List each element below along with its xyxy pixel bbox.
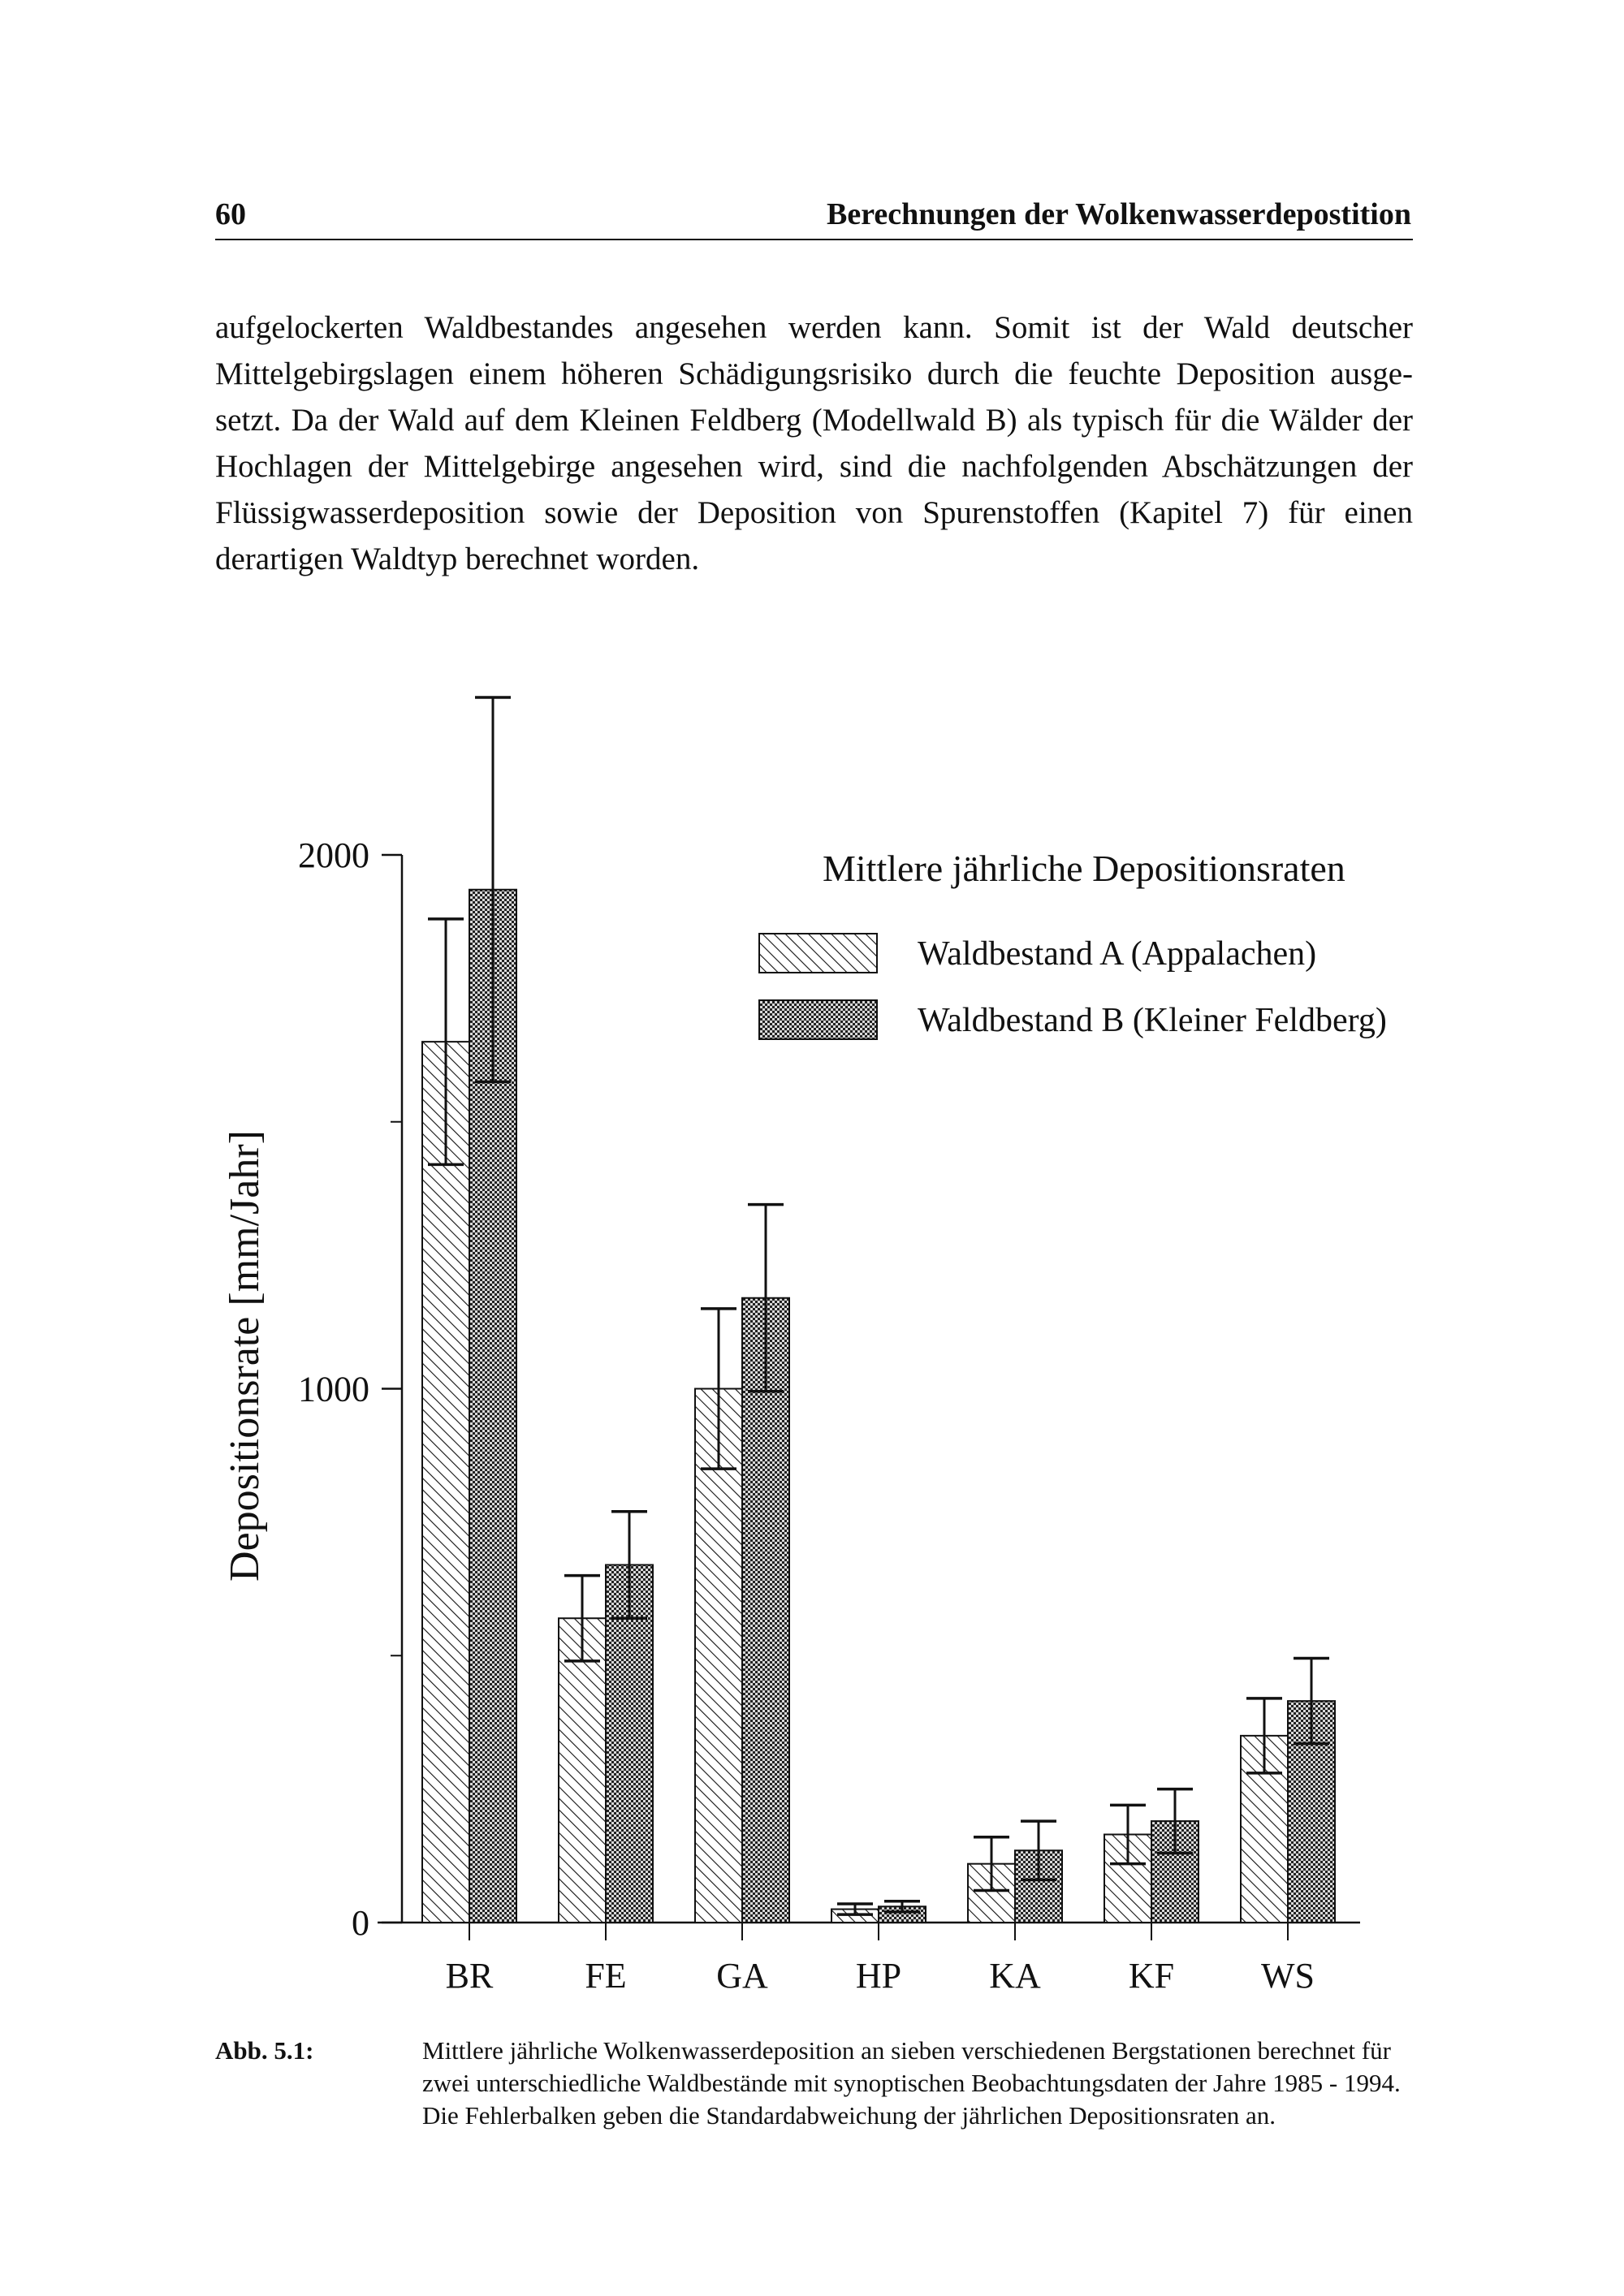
page-number: 60: [215, 197, 246, 231]
bar-a-br: [422, 1042, 469, 1923]
x-tick-label: HP: [855, 1956, 902, 1996]
caption-label: Abb. 5.1:: [215, 2036, 314, 2065]
legend-label-a: Waldbestand A (Appalachen): [918, 935, 1317, 973]
legend-label-b: Waldbestand B (Kleiner Feldberg): [918, 1002, 1387, 1039]
y-tick-label: 2000: [298, 835, 369, 875]
running-title: Berechnungen der Wolkenwasserdepostition: [827, 197, 1411, 231]
caption-line: Mittlere jährliche Wolkenwasserdeposition an sieben verschiedenen Bergstationen berechnet für: [422, 2036, 1391, 2065]
body-paragraph: aufgelockerten Waldbestandes angesehen werden kann. Somit ist der Wald deutscher Mittelgebirgslagen einem höheren Schädigungsrisiko durch die feuchte Deposition ausge-setzt. Da der Wald auf dem Kleinen Feldberg (Modellwald B) als typisch für die Wälder der Hochlagen der Mittelgebirge angesehen wird, sind die nachfolgenden Abschätzungen der Flüssigwasserdeposition sowie der Deposition von Spurenstoffen (Kapitel 7) für einen derartigen Waldtyp berechnet worden.: [215, 310, 1413, 576]
x-tick-label: GA: [716, 1956, 768, 1996]
x-tick-label: KF: [1128, 1956, 1175, 1996]
caption-line: zwei unterschiedliche Waldbestände mit synoptischen Beobachtungsdaten der Jahre 1985 - 1994.: [422, 2069, 1401, 2097]
y-tick-label: 0: [352, 1903, 369, 1943]
y-tick-label: 1000: [298, 1369, 369, 1409]
x-tick-label: KA: [989, 1956, 1041, 1996]
x-tick-label: WS: [1261, 1956, 1315, 1996]
y-axis-label: Depositionsrate [mm/Jahr]: [222, 1130, 268, 1582]
legend-swatch-b: [759, 1000, 877, 1039]
caption-line: Die Fehlerbalken geben die Standardabweichung der jährlichen Depositionsraten an.: [422, 2101, 1276, 2130]
x-tick-label: BR: [445, 1956, 494, 1996]
caption-text: [422, 2035, 1413, 2132]
bar-a-fe: [559, 1618, 606, 1923]
x-tick-label: FE: [585, 1956, 627, 1996]
legend-title: Mittlere jährliche Depositionsraten: [823, 848, 1345, 889]
legend-swatch-a: [759, 934, 877, 973]
